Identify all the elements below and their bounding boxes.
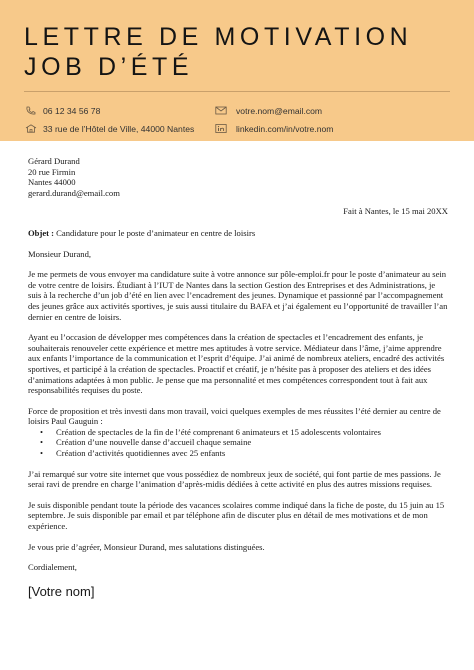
letter-body xyxy=(28,156,448,597)
header-divider xyxy=(24,91,450,92)
email-link[interactable]: votre.nom@email.com xyxy=(236,106,323,116)
subject-text: Candidature pour le poste d’animateur en centre de loisirs xyxy=(54,227,256,238)
greeting: Monsieur Durand, xyxy=(28,248,92,259)
paragraph-intro: Je me permets de vous envoyer ma candidature suite à votre annonce sur pôle-emploi.fr pour le poste d’animateur au sein de votre centre de loisirs. Étudiant à l’IUT de Nantes dans la section Gestion des Entreprises et des Administrations, je suis à la recherche d’un job d’été en lien avec l’encadrement des jeunes. Dynamique et passionné par l’accompagnement des jeunes grâce aux activités sportives, je suis aussi titulaire du BAFA et j’ai également eu l’opportunité de travailler l’an dernier en centre de loisirs. xyxy=(28,269,448,322)
recipient-email: gerard.durand@email.com xyxy=(28,187,120,198)
phone-text: 06 12 34 56 78 xyxy=(43,106,101,116)
subject-label: Objet : xyxy=(28,227,55,238)
list-item: • Création d’activités quotidiennes avec 25 enfants xyxy=(56,448,448,459)
document-subtitle: JOB D’ÉTÉ xyxy=(24,53,194,81)
paragraph-interest: J’ai remarqué sur votre site internet que vous possédiez de nombreux jeux de société, qui font partie de mes passions. Je serai ravi de prendre en charge l’animation d’après-midis dédiées à cette activité en plus des autres missions requises. xyxy=(28,468,441,490)
address-text: 33 rue de l’Hôtel de Ville, 44000 Nantes xyxy=(43,124,195,134)
document-title: LETTRE DE MOTIVATION xyxy=(24,23,413,51)
recipient-street: 20 rue Firmin xyxy=(28,166,76,177)
email-icon xyxy=(215,106,227,115)
letter-date: Fait à Nantes, le 15 mai 20XX xyxy=(343,206,448,217)
recipient-city: Nantes 44000 xyxy=(28,177,76,188)
signature-name: [Votre nom] xyxy=(28,583,95,599)
paragraph-availability: Je suis disponible pendant toute la période des vacances scolaires comme indiqué dans la fiche de poste, du 15 juin au 15 septembre. Je suis disponible par email et par téléphone afin de discuter plus en détail de mes motivations et de mon expérience. xyxy=(28,499,445,532)
list-item: • Création de spectacles de la fin de l’été comprenant 6 animateurs et 15 adolescents volontaires xyxy=(56,427,448,438)
linkedin-icon xyxy=(215,124,227,133)
header-banner xyxy=(0,0,474,141)
phone-icon xyxy=(25,106,37,115)
paragraph-salutation: Je vous prie d’agréer, Monsieur Durand, mes salutations distinguées. xyxy=(28,541,265,552)
paragraph-achievements-intro: Force de proposition et très investi dans mon travail, voici quelques exemples de mes réussites l’été dernier au centre de loisirs Paul Gauguin : xyxy=(28,405,441,427)
signoff: Cordialement, xyxy=(28,562,77,573)
achievements-list xyxy=(28,427,448,459)
list-item: • Création d’une nouvelle danse d’accueil chaque semaine xyxy=(56,437,448,448)
location-icon xyxy=(25,124,37,133)
linkedin-link[interactable]: linkedin.com/in/votre.nom xyxy=(236,124,334,134)
paragraph-skills: Ayant eu l’occasion de développer mes compétences dans la création de spectacles et l’encadrement des enfants, je souhaiterais renouveler cette expérience et mettre mes aptitudes à votre service. Médiateur dans l’âme, j’aime apprendre aux enfants l’importance de la communication et l’esprit d’équipe. J’ai animé de nombreux ateliers, encadré des activités sportives, et participé à la création de spectacles. Proactif et créatif, je n’hésite pas à proposer des ateliers et des idées d’animations adaptées à mon public. Je pense que ma personnalité et mes compétences correspondent tout à fait aux responsabilités requises du poste. xyxy=(28,332,445,396)
subject-line xyxy=(28,228,448,239)
recipient-block xyxy=(28,156,448,198)
recipient-name: Gérard Durand xyxy=(28,156,80,166)
